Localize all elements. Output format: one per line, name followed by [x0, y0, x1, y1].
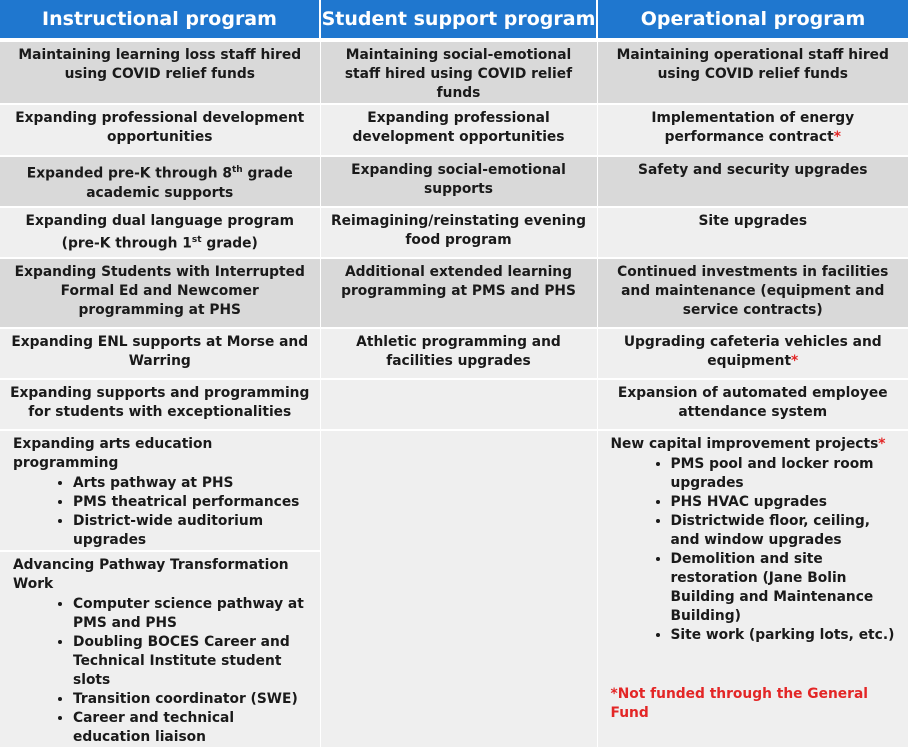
list-item: • PHS HVAC upgrades [671, 493, 901, 512]
list-item: • Site work (parking lots, etc.) [671, 626, 901, 645]
list-item: • PMS pool and locker room upgrades [671, 455, 901, 493]
list-item: • Districtwide floor, ceiling, and window upgrades [671, 512, 901, 550]
pathway-title: Advancing Pathway Transformation Work [13, 557, 289, 592]
table-cell: Maintaining operational staff hired using COVID relief funds [597, 40, 908, 104]
table-row [0, 430, 908, 551]
cell-text: Expanded pre-K through 8 [26, 165, 232, 182]
capital-list [611, 455, 901, 645]
pathway-list [13, 595, 312, 747]
list-item: • Computer science pathway at PMS and PHS [73, 595, 312, 633]
header-operational: Operational program [597, 0, 908, 40]
arts-list [13, 474, 312, 550]
disclaimer: *Not funded through the General Fund [610, 686, 869, 721]
list-item: • Career and technical education liaison [73, 709, 312, 747]
table-cell: Expanding social-emotional supports [320, 156, 597, 207]
empty-cell [320, 430, 597, 748]
table-row [0, 40, 908, 104]
table-row [0, 379, 908, 430]
capital-cell [597, 430, 908, 748]
table-cell: Expanding professional development opportunities [0, 104, 320, 156]
header-student-support: Student support program [320, 0, 597, 40]
capital-title [611, 435, 901, 454]
not-funded-asterisk: * [833, 129, 841, 145]
table-row [0, 156, 908, 207]
cell-text: Expanding dual language program (pre-K through 1 [25, 213, 294, 252]
table-cell: Expansion of automated employee attendance system [597, 379, 908, 430]
list-item: • Demolition and site restoration (Jane Bolin Building and Maintenance Building) [671, 550, 901, 626]
pathway-cell [0, 551, 320, 748]
table-cell: Expanding supports and programming for students with exceptionalities [0, 379, 320, 430]
cell-text-tail: grade) [201, 235, 258, 252]
list-item: • District-wide auditorium upgrades [73, 512, 312, 550]
arts-cell [0, 430, 320, 551]
table-cell: Expanding professional development opportunities [320, 104, 597, 156]
table-cell: Reimagining/reinstating evening food program [320, 207, 597, 258]
table-row [0, 207, 908, 258]
table-cell: Athletic programming and facilities upgrades [320, 328, 597, 379]
table-row [0, 258, 908, 328]
capital-title-text: New capital improvement projects [610, 436, 879, 452]
table-cell [320, 379, 597, 430]
list-item: • Arts pathway at PHS [73, 474, 312, 493]
header-instructional: Instructional program [0, 0, 320, 40]
table-row [0, 104, 908, 156]
table-cell: Safety and security upgrades [597, 156, 908, 207]
list-item: • Transition coordinator (SWE) [73, 690, 312, 709]
cell-text: Implementation of energy performance contract [651, 110, 855, 145]
table-cell: Site upgrades [597, 207, 908, 258]
not-funded-asterisk: * [878, 436, 886, 452]
superscript: th [231, 165, 243, 175]
table-cell [597, 328, 908, 379]
table-cell [0, 207, 320, 258]
superscript: st [191, 235, 202, 245]
table-row [0, 328, 908, 379]
table-cell: Expanding Students with Interrupted Formal Ed and Newcomer programming at PHS [0, 258, 320, 328]
cell-text: Upgrading cafeteria vehicles and equipment [623, 334, 882, 369]
cell-text-tail: grade academic supports [86, 165, 293, 201]
table-cell [0, 156, 320, 207]
table-cell: Additional extended learning programming at PMS and PHS [320, 258, 597, 328]
table-cell: Expanding ENL supports at Morse and Warring [0, 328, 320, 379]
table-cell: Continued investments in facilities and maintenance (equipment and service contracts) [597, 258, 908, 328]
list-item: • PMS theatrical performances [73, 493, 312, 512]
table-cell [597, 104, 908, 156]
not-funded-asterisk: * [791, 353, 799, 369]
arts-title: Expanding arts education programming [13, 436, 213, 471]
header-row [0, 0, 908, 40]
list-item: • Doubling BOCES Career and Technical Institute student slots [73, 633, 312, 690]
table-cell: Maintaining learning loss staff hired using COVID relief funds [0, 40, 320, 104]
table-cell: Maintaining social-emotional staff hired using COVID relief funds [320, 40, 597, 104]
